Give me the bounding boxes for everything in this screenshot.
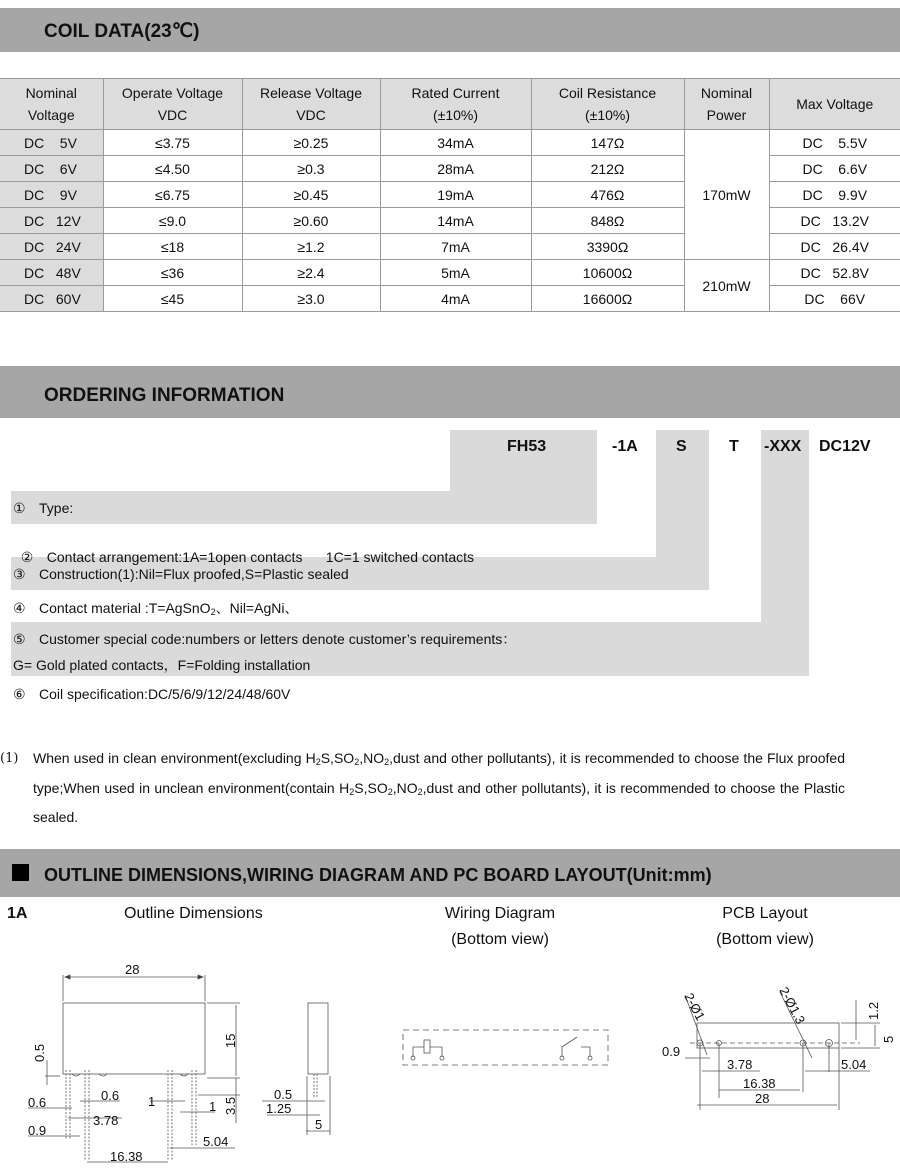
pcb-layout-label: PCB Layout [722, 905, 808, 922]
cell-current: 4mA [380, 286, 531, 312]
item-number: ① [13, 501, 26, 517]
relay-body [63, 1003, 205, 1074]
cell-max: DC 66V [769, 286, 900, 312]
cell-nominal: DC 24V [0, 234, 103, 260]
wiring-diagram-sub: (Bottom view) [451, 931, 549, 948]
cell-power: 170mW [684, 130, 769, 260]
cell-release: ≥0.3 [242, 156, 380, 182]
cell-resistance: 3390Ω [531, 234, 684, 260]
header-release-voltage: Release Voltage VDC [242, 79, 380, 130]
cell-release: ≥0.60 [242, 208, 380, 234]
cell-current: 7mA [380, 234, 531, 260]
cell-current: 19mA [380, 182, 531, 208]
cell-resistance: 848Ω [531, 208, 684, 234]
coil-symbol [424, 1040, 430, 1053]
cell-current: 34mA [380, 130, 531, 156]
cell-operate: ≤4.50 [103, 156, 242, 182]
code-series: FH53 [507, 438, 547, 455]
side-dim-pin: 0.5 [274, 1087, 293, 1102]
cell-nominal: DC 12V [0, 208, 103, 234]
pcb-layout-sub: (Bottom view) [716, 931, 814, 948]
cell-operate: ≤45 [103, 286, 242, 312]
coil-data-title: COIL DATA(23℃) [44, 21, 200, 42]
cell-release: ≥0.25 [242, 130, 380, 156]
cell-max: DC 5.5V [769, 130, 900, 156]
dim-pin-w4: 1 [209, 1099, 217, 1114]
pcb-pitch2: 16.38 [743, 1076, 776, 1091]
ordering-item-customer-line2: G= Gold plated contacts，F=Folding installation [13, 657, 311, 673]
cell-operate: ≤18 [103, 234, 242, 260]
outline-title: OUTLINE DIMENSIONS,WIRING DIAGRAM AND PC BOARD LAYOUT(Unit:mm) [44, 865, 712, 885]
item-text: Customer special code:numbers or letters denote customer’s requirements： [39, 631, 517, 647]
header-operate-voltage: Operate Voltage VDC [103, 79, 242, 130]
cell-max: DC 9.9V [769, 182, 900, 208]
item-text: Construction(1):Nil=Flux proofed,S=Plastic sealed [39, 566, 349, 582]
ordering-title: ORDERING INFORMATION [44, 385, 285, 406]
code-construction: S [676, 438, 687, 455]
pcb-width: 28 [755, 1091, 770, 1106]
relay-side-body [308, 1003, 328, 1074]
item-text: Contact material :T=AgSnO [39, 600, 211, 616]
item-number: ③ [13, 567, 26, 583]
cell-max: DC 26.4V [769, 234, 900, 260]
cell-current: 28mA [380, 156, 531, 182]
item-number: ⑥ [13, 687, 26, 703]
dim-edge: 0.9 [28, 1123, 47, 1138]
pcb-layout [685, 992, 880, 1110]
cell-resistance: 212Ω [531, 156, 684, 182]
cell-release: ≥0.45 [242, 182, 380, 208]
pcb-pitch1: 3.78 [727, 1057, 753, 1072]
code-coil-spec: DC12V [819, 438, 871, 455]
cell-nominal: DC 6V [0, 156, 103, 182]
outline-front-view [28, 975, 330, 1162]
cell-current: 5mA [380, 260, 531, 286]
item-number: ⑤ [13, 632, 26, 648]
dim-pitch1: 3.78 [93, 1113, 119, 1128]
wiring-diagram-label: Wiring Diagram [444, 905, 556, 922]
code-contact-arrangement: -1A [612, 438, 638, 455]
header-rated-current: Rated Current (±10%) [380, 79, 531, 130]
footnote-number: (1) [0, 751, 19, 766]
dim-pin-w2: 0.6 [101, 1088, 120, 1103]
cell-operate: ≤36 [103, 260, 242, 286]
cell-release: ≥2.4 [242, 260, 380, 286]
cell-nominal: DC 60V [0, 286, 103, 312]
cell-power: 210mW [684, 260, 769, 312]
item-text: 、Nil=AgNi、 [215, 600, 299, 616]
header-nominal-power: Nominal Power [684, 79, 769, 130]
cell-resistance: 147Ω [531, 130, 684, 156]
side-dim-depth: 5 [315, 1117, 323, 1132]
item-text: Coil specification:DC/5/6/9/12/24/48/60V [39, 686, 291, 702]
cell-nominal: DC 9V [0, 182, 103, 208]
pcb-depth: 5 [881, 1035, 896, 1043]
header-max-voltage: Max Voltage [769, 79, 900, 130]
dim-pin-w3: 1 [148, 1094, 156, 1109]
dim-pitch3: 5.04 [203, 1134, 229, 1149]
cell-resistance: 10600Ω [531, 260, 684, 286]
cell-operate: ≤9.0 [103, 208, 242, 234]
outline-dimensions-label: Outline Dimensions [124, 905, 263, 922]
cell-release: ≥1.2 [242, 234, 380, 260]
wiring-symbols [411, 1037, 592, 1060]
cell-max: DC 13.2V [769, 208, 900, 234]
cell-resistance: 476Ω [531, 182, 684, 208]
pcb-pitch3: 5.04 [841, 1057, 867, 1072]
wiring-diagram [403, 1030, 608, 1065]
code-contact-material: T [729, 438, 739, 455]
dim-pin-len: 3.5 [223, 1096, 238, 1115]
pcb-hole1: 2-Ø1 [681, 990, 709, 1023]
item-number: ② [20, 550, 34, 566]
cell-max: DC 6.6V [769, 156, 900, 182]
switch-symbol [562, 1037, 590, 1057]
cell-nominal: DC 48V [0, 260, 103, 286]
header-nominal-voltage: Nominal Voltage [0, 79, 103, 130]
dimension-labels [28, 962, 896, 1164]
subscript: 2 [210, 607, 216, 617]
side-dim-offset: 1.25 [266, 1101, 292, 1116]
header-coil-resistance: Coil Resistance (±10%) [531, 79, 684, 130]
pcb-hole2: 2-Ø1.3 [776, 984, 809, 1027]
item-number: ④ [13, 601, 26, 617]
dim-offset: 0.5 [32, 1043, 47, 1062]
code-customer: -XXX [764, 438, 802, 455]
cell-release: ≥3.0 [242, 286, 380, 312]
cell-nominal: DC 5V [0, 130, 103, 156]
dim-pin-w1: 0.6 [28, 1095, 47, 1110]
cell-max: DC 52.8V [769, 260, 900, 286]
item-text: Type: [39, 500, 74, 516]
dim-pitch2: 16.38 [110, 1149, 143, 1164]
cell-operate: ≤6.75 [103, 182, 242, 208]
pcb-edge: 0.9 [662, 1044, 681, 1059]
cell-resistance: 16600Ω [531, 286, 684, 312]
cell-current: 14mA [380, 208, 531, 234]
cell-operate: ≤3.75 [103, 130, 242, 156]
dim-height: 15 [223, 1033, 238, 1048]
dim-width: 28 [125, 962, 140, 977]
item-text: Contact arrangement:1A=1open contacts 1C=1 switched contacts [46, 549, 475, 565]
variant-label: 1A [7, 905, 28, 922]
pcb-top: 1.2 [866, 1001, 881, 1020]
footnote-text: When used in clean environment(excluding $H_2S,SO_2,NO_2,dust$ and other pollutants), it is recommended to choose the Flux proofed type;When used in unclean environment(contain $H_2S,SO_2,NO_2,dust$ and other pollutants), it is recommended to choose the Plastic sealed. [33, 750, 845, 825]
